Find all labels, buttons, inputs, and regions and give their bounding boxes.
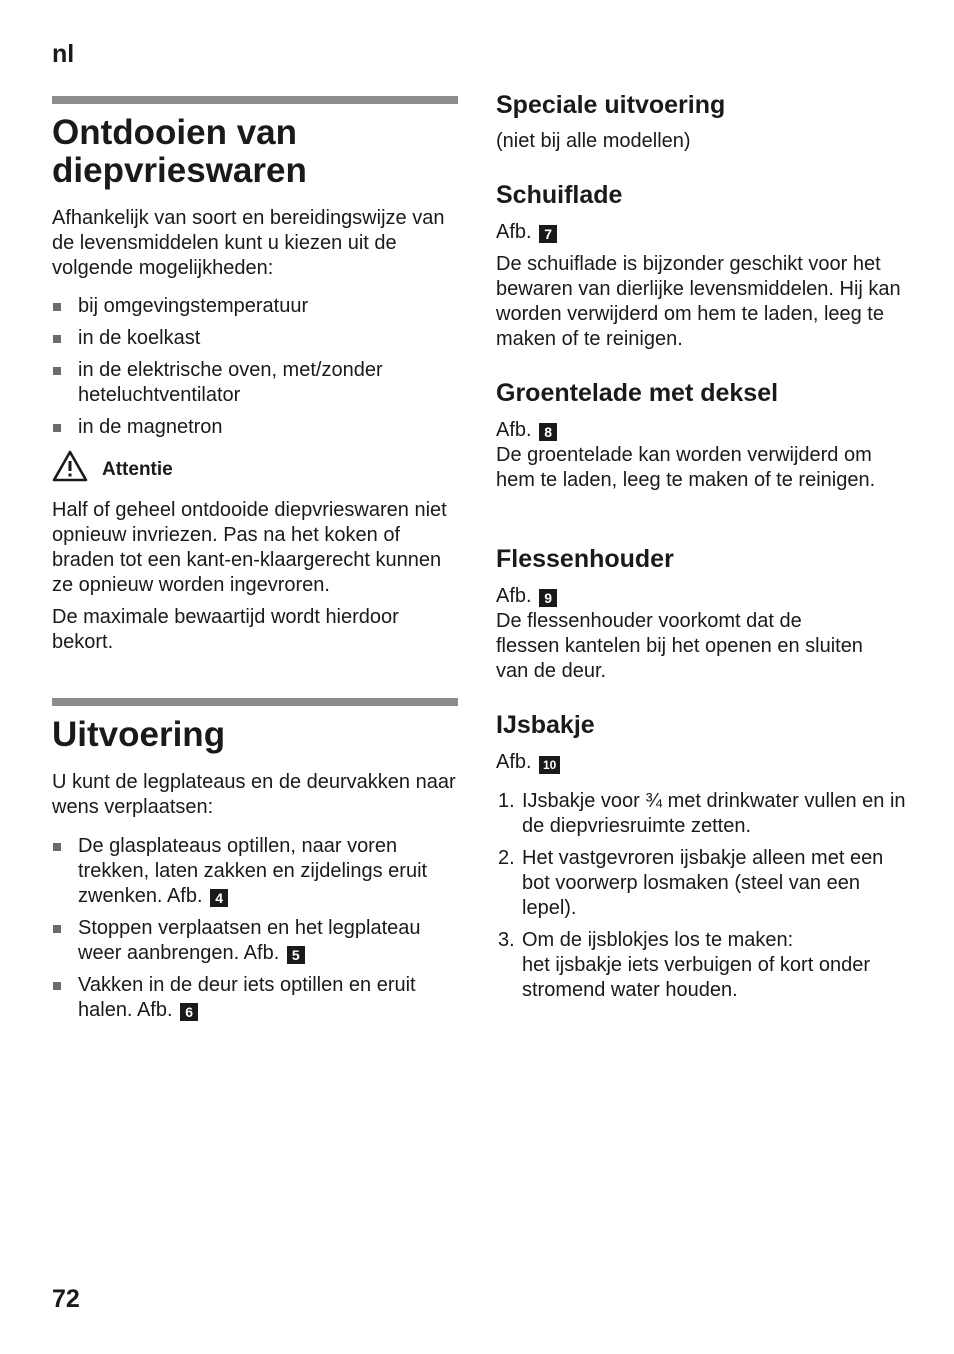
- heading-special-version: Speciale uitvoering: [496, 91, 726, 119]
- list-item: 2. Het vastgevroren ijsbakje alleen met een bot voorwerp losmaken (steel van een lepel).: [498, 847, 884, 919]
- list-item: Vakken in de deur iets optillen en eruit halen. Afb. 6: [52, 973, 458, 1023]
- warning-triangle-icon: [52, 450, 88, 482]
- ice-tray-steps: [496, 789, 906, 1003]
- list-item: 3. Om de ijsblokjes los te maken: het ijsbakje iets verbuigen of kort onder stromend water houden.: [498, 929, 870, 1001]
- heading-vegetable-drawer: Groentelade met deksel: [496, 379, 779, 407]
- list-item: 1. IJsbakje voor ¾ met drinkwater vullen en in de diepvriesruimte zetten.: [498, 790, 906, 837]
- warning-text: Half of geheel ontdooide diepvrieswaren niet opnieuw invriezen. Pas na het koken of braden tot een kant-en-klaargerecht kunnen ze opnieuw worden ingevroren.: [52, 499, 447, 596]
- figure-ref: 8: [539, 423, 557, 441]
- thawing-options-list: [52, 294, 458, 440]
- version-intro: U kunt de legplateaus en de deurvakken naar wens verplaatsen:: [52, 771, 456, 818]
- bottle-holder-text: De flessenhouder voorkomt dat de flessen kantelen bij het openen en sluiten van de deur.: [496, 610, 863, 682]
- section-title-version: Uitvoering: [52, 715, 226, 754]
- section-rule: [52, 698, 458, 706]
- figure-ref: 10: [539, 756, 560, 774]
- figure-ref: 7: [539, 225, 557, 243]
- heading-bottle-holder: Flessenhouder: [496, 545, 674, 573]
- heading-ice-tray: IJsbakje: [496, 711, 595, 739]
- section-rule: [52, 96, 458, 104]
- list-item: Stoppen verplaatsen en het legplateau weer aanbrengen. Afb. 5: [52, 916, 458, 966]
- page-number: 72: [52, 1285, 80, 1313]
- list-item: De glasplateaus optillen, naar voren trekken, laten zakken en zijdelings eruit zwenken. Afb. 4: [52, 834, 458, 909]
- figure-reference: Afb. 7: [496, 220, 557, 245]
- list-item: in de koelkast: [52, 326, 458, 351]
- figure-reference: Afb. 8: [496, 418, 557, 443]
- drawer-text: De schuiflade is bijzonder geschikt voor het bewaren van dierlijke levensmiddelen. Hij kan worden verwijderd om hem te laden, leeg te maken of te reinigen.: [496, 253, 901, 350]
- list-item: in de magnetron: [52, 415, 458, 440]
- list-item: bij omgevingstemperatuur: [52, 294, 458, 319]
- figure-reference: Afb. 10: [496, 750, 560, 775]
- version-steps-list: [52, 834, 458, 1023]
- warning-block: [52, 450, 173, 482]
- special-version-note: (niet bij alle modellen): [496, 130, 691, 152]
- figure-ref: 4: [210, 889, 228, 907]
- section-title-thawing: Ontdooien van diepvrieswaren: [52, 113, 307, 190]
- warning-label: Attentie: [102, 459, 173, 480]
- figure-reference: Afb. 9: [496, 584, 557, 609]
- heading-drawer: Schuiflade: [496, 181, 623, 209]
- vegetable-drawer-text: De groentelade kan worden verwijderd om hem te laden, leeg te maken of te reinigen.: [496, 444, 876, 491]
- thawing-intro: Afhankelijk van soort en bereidingswijze van de levensmiddelen kunt u kiezen uit de volgende mogelijkheden:: [52, 207, 445, 279]
- figure-ref: 9: [539, 589, 557, 607]
- list-item: in de elektrische oven, met/zonder heteluchtventilator: [52, 358, 458, 408]
- storage-note: De maximale bewaartijd wordt hierdoor bekort.: [52, 606, 399, 653]
- language-label: nl: [52, 40, 75, 68]
- figure-ref: 6: [180, 1003, 198, 1021]
- figure-ref: 5: [287, 946, 305, 964]
